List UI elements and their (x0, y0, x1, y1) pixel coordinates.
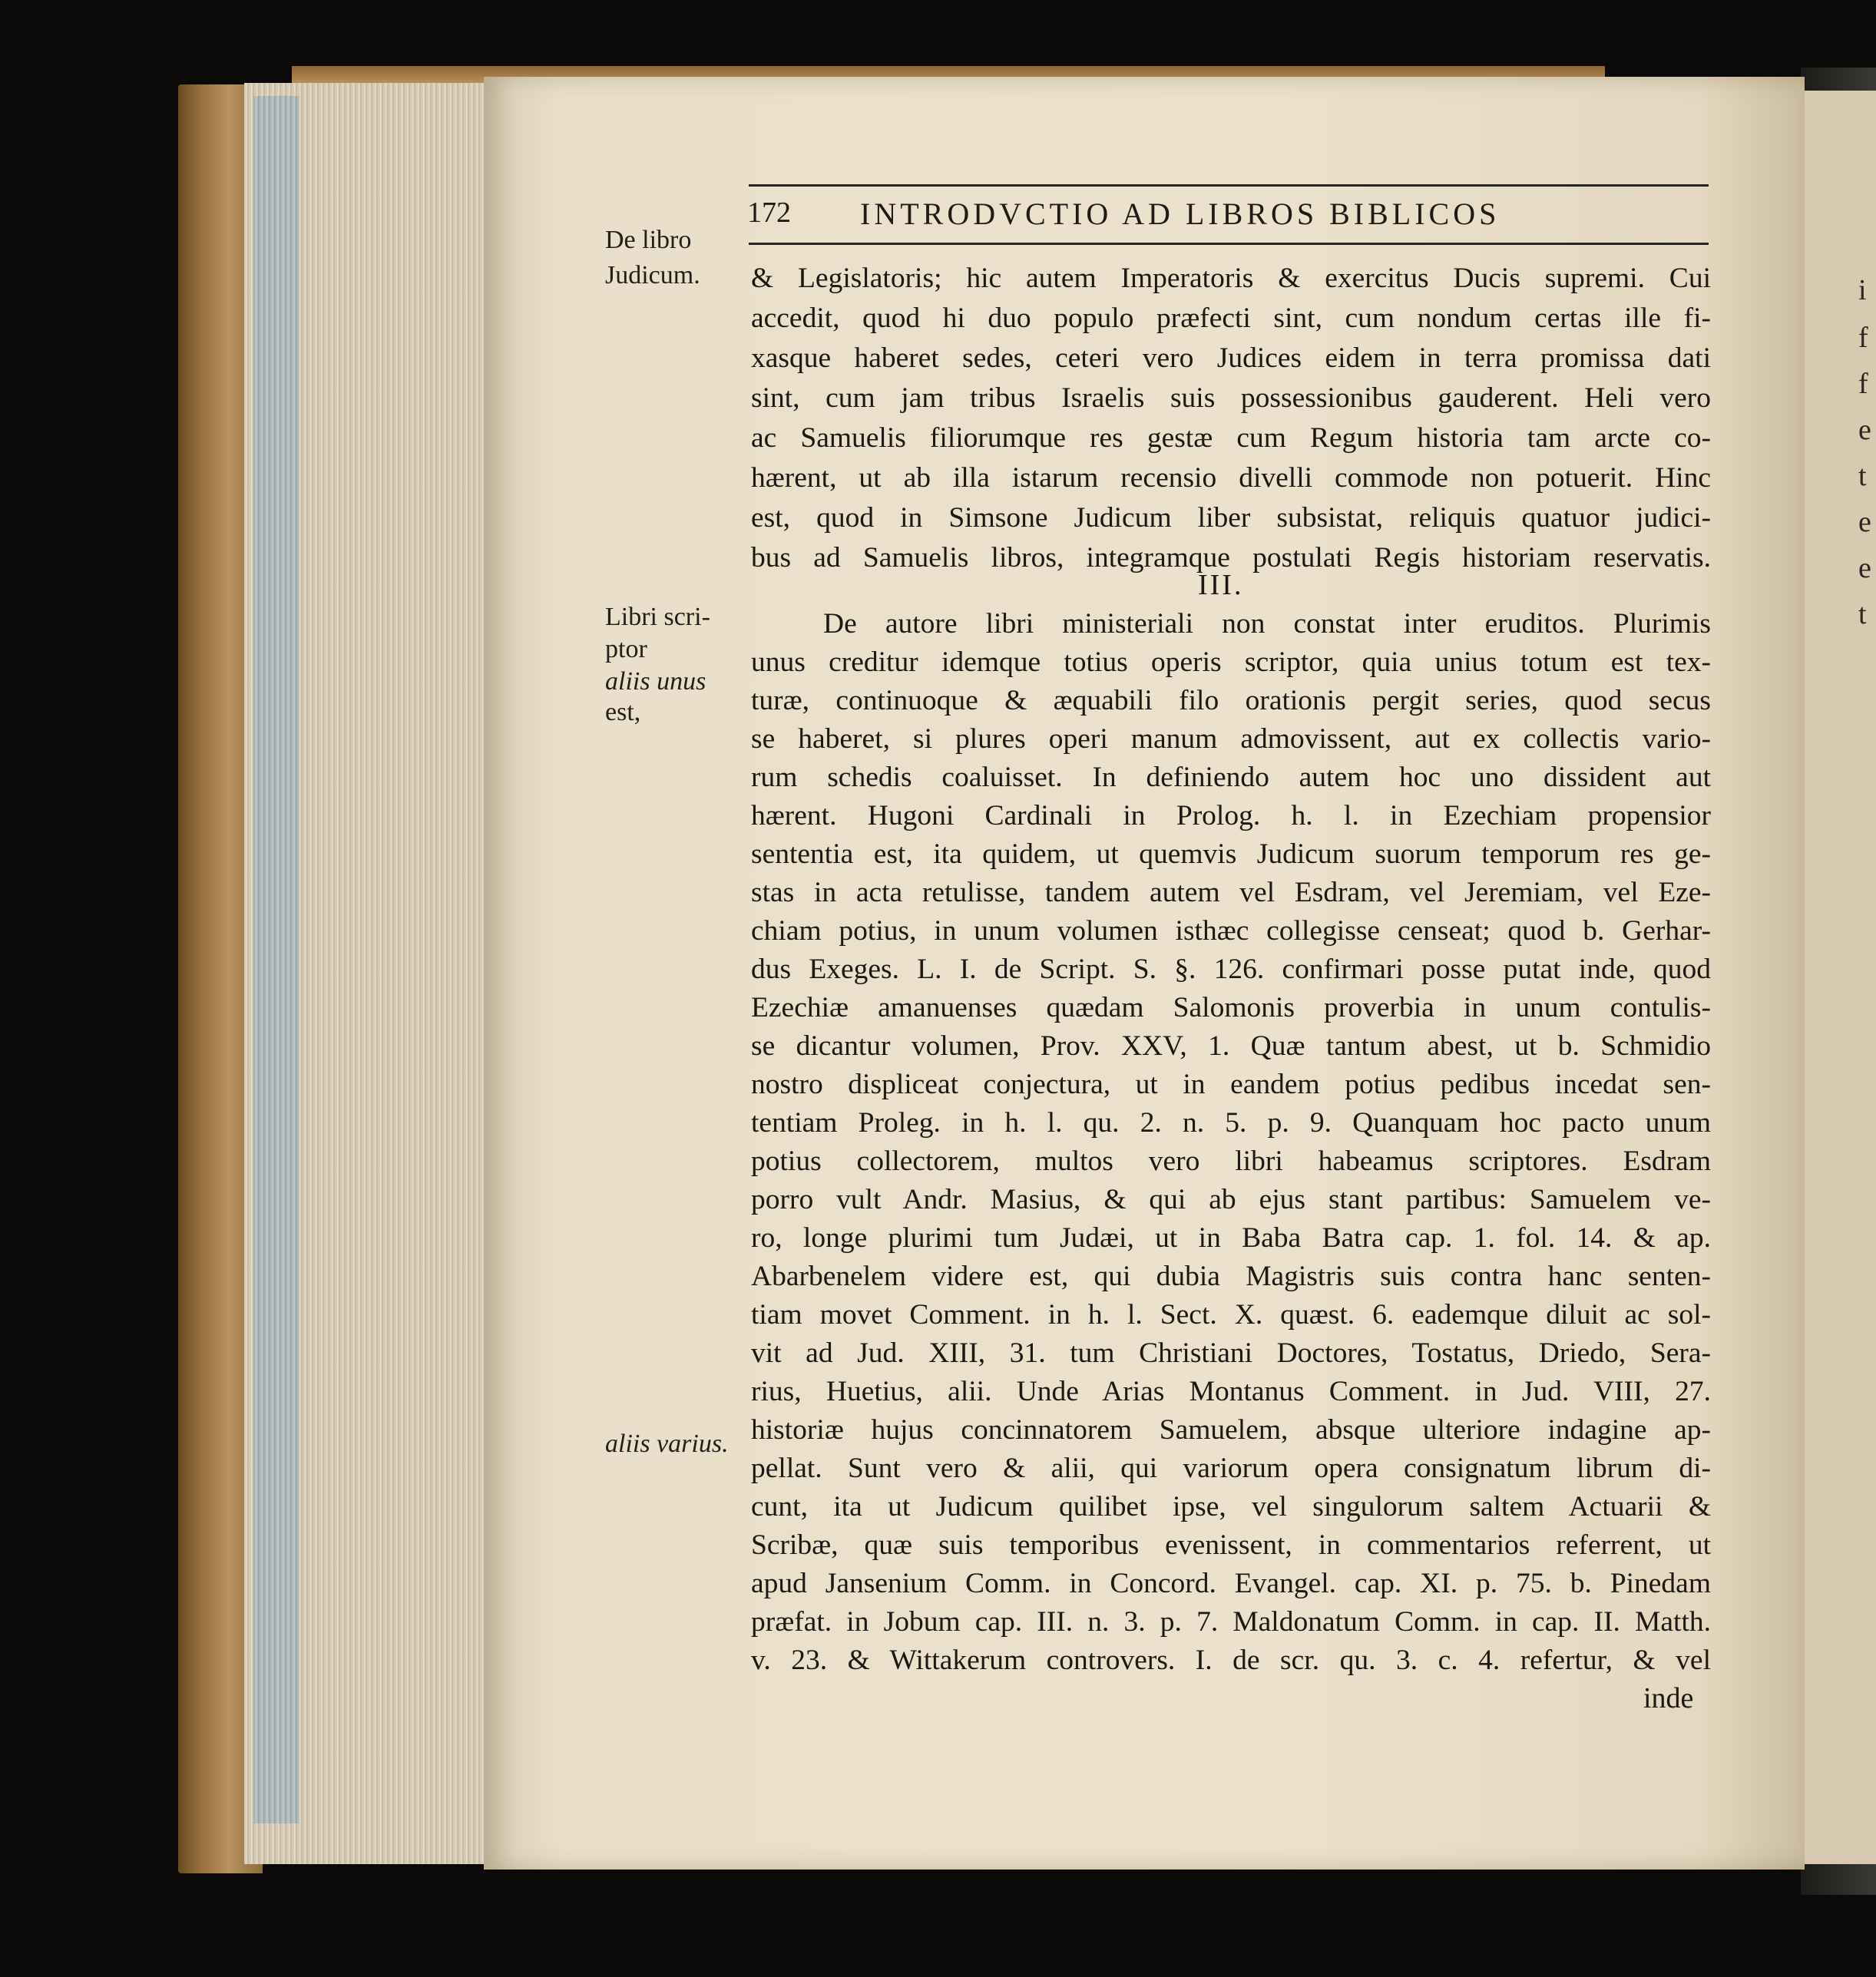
text-line: bus ad Samuelis libros, integramque postulati Regis historiam reservatis. (751, 542, 1711, 574)
text-line: rius, Huetius, alii. Unde Arias Montanus Comment. in Jud. VIII, 27. (751, 1376, 1711, 1407)
margin-note: aliis varius. (605, 1430, 729, 1458)
facing-page-fragment: e (1858, 552, 1871, 584)
margin-note: Libri scri- (605, 603, 710, 631)
header-bottom-rule (749, 243, 1709, 245)
text-line: Ezechiæ amanuenses quædam Salomonis proverbia in unum contulis- (751, 992, 1711, 1023)
text-line-indented: De autore libri ministeriali non constat inter eruditos. Plurimis (823, 608, 1711, 640)
text-line: dus Exeges. L. I. de Script. S. §. 126. confirmari posse putat inde, quod (751, 954, 1711, 985)
section-number: III. (1198, 569, 1244, 601)
text-line: præfat. in Jobum cap. III. n. 3. p. 7. Maldonatum Comm. in cap. II. Matth. (751, 1606, 1711, 1638)
facing-page-fragment: f (1858, 322, 1868, 354)
text-line: rum schedis coaluisset. In definiendo autem hoc uno dissident aut (751, 762, 1711, 793)
margin-note: ptor (605, 635, 647, 663)
facing-page-fragment: t (1858, 460, 1867, 492)
running-title: INTRODVCTIO AD LIBROS BIBLICOS (860, 197, 1500, 231)
facing-page-fragment: e (1858, 414, 1871, 446)
text-line: ac Samuelis filiorumque res gestæ cum Regum historia tam arcte co- (751, 422, 1711, 454)
margin-note: est, (605, 698, 641, 726)
margin-note: Judicum. (605, 261, 700, 289)
text-line: ro, longe plurimi tum Judæi, ut in Baba Batra cap. 1. fol. 14. & ap. (751, 1222, 1711, 1254)
text-line: chiam potius, in unum volumen isthæc collegisse censeat; quod b. Gerhar- (751, 915, 1711, 947)
text-line: est, quod in Simsone Judicum liber subsistat, reliquis quatuor judici- (751, 502, 1711, 534)
text-line: & Legislatoris; hic autem Imperatoris & exercitus Ducis supremi. Cui (751, 263, 1711, 294)
facing-page-fragment: i (1858, 274, 1867, 306)
text-line: v. 23. & Wittakerum controvers. I. de scr. qu. 3. c. 4. refertur, & vel (751, 1645, 1711, 1676)
margin-note: aliis unus (605, 667, 706, 696)
text-line: accedit, quod hi duo populo præfecti sint, cum nondum certas ille fi- (751, 303, 1711, 334)
text-line: Scribæ, quæ suis temporibus evenissent, in commentarios referrent, ut (751, 1529, 1711, 1561)
text-line: tiam movet Comment. in h. l. Sect. X. quæst. 6. eademque diluit ac sol- (751, 1299, 1711, 1331)
text-line: Abarbenelem videre est, qui dubia Magistris suis contra hanc senten- (751, 1261, 1711, 1292)
text-line: apud Jansenium Comm. in Concord. Evangel. cap. XI. p. 75. b. Pinedam (751, 1568, 1711, 1599)
text-line: unus creditur idemque totius operis scriptor, quia unius totum est tex- (751, 646, 1711, 678)
facing-page-edge (1805, 91, 1876, 1864)
text-line: se dicantur volumen, Prov. XXV, 1. Quæ tantum abest, ut b. Schmidio (751, 1030, 1711, 1062)
text-line: porro vult Andr. Masius, & qui ab ejus stant partibus: Samuelem ve- (751, 1184, 1711, 1215)
text-line: se haberet, si plures operi manum admovissent, aut ex collectis vario- (751, 723, 1711, 755)
header-top-rule (749, 184, 1709, 187)
text-line: stas in acta retulisse, tandem autem vel Esdram, vel Jeremiam, vel Eze- (751, 877, 1711, 908)
margin-note: De libro (605, 226, 692, 254)
text-line: pellat. Sunt vero & alii, qui variorum opera consignatum librum di- (751, 1453, 1711, 1484)
text-line: hærent. Hugoni Cardinali in Prolog. h. l. in Ezechiam propensior (751, 800, 1711, 831)
text-line: nostro displiceat conjectura, ut in eandem potius pedibus incedat sen- (751, 1069, 1711, 1100)
text-line: vit ad Jud. XIII, 31. tum Christiani Doctores, Tostatus, Driedo, Sera- (751, 1337, 1711, 1369)
catchword: inde (1643, 1682, 1694, 1714)
page-edge-sprinkle (253, 96, 299, 1823)
text-line: tentiam Proleg. in h. l. qu. 2. n. 5. p. 9. Quanquam hoc pacto unum (751, 1107, 1711, 1139)
text-line: xasque haberet sedes, ceteri vero Judices eidem in terra promissa dati (751, 342, 1711, 374)
text-line: cunt, ita ut Judicum quilibet ipse, vel singulorum saltem Actuarii & (751, 1491, 1711, 1522)
text-line: turæ, continuoque & æquabili filo orationis pergit series, quod secus (751, 685, 1711, 716)
page-number: 172 (747, 197, 791, 229)
text-line: hærent, ut ab illa istarum recensio divelli commode non potuerit. Hinc (751, 462, 1711, 494)
facing-page-fragment: f (1858, 368, 1868, 400)
facing-page-fragment: t (1858, 598, 1867, 630)
text-line: sint, cum jam tribus Israelis suis possessionibus gauderent. Heli vero (751, 382, 1711, 414)
text-line: potius collectorem, multos vero libri habeamus scriptores. Esdram (751, 1146, 1711, 1177)
facing-page-fragment: e (1858, 506, 1871, 538)
text-line: sententia est, ita quidem, ut quemvis Judicum suorum temporum res ge- (751, 838, 1711, 870)
text-line: historiæ hujus concinnatorem Samuelem, absque ulteriore indagine ap- (751, 1414, 1711, 1446)
